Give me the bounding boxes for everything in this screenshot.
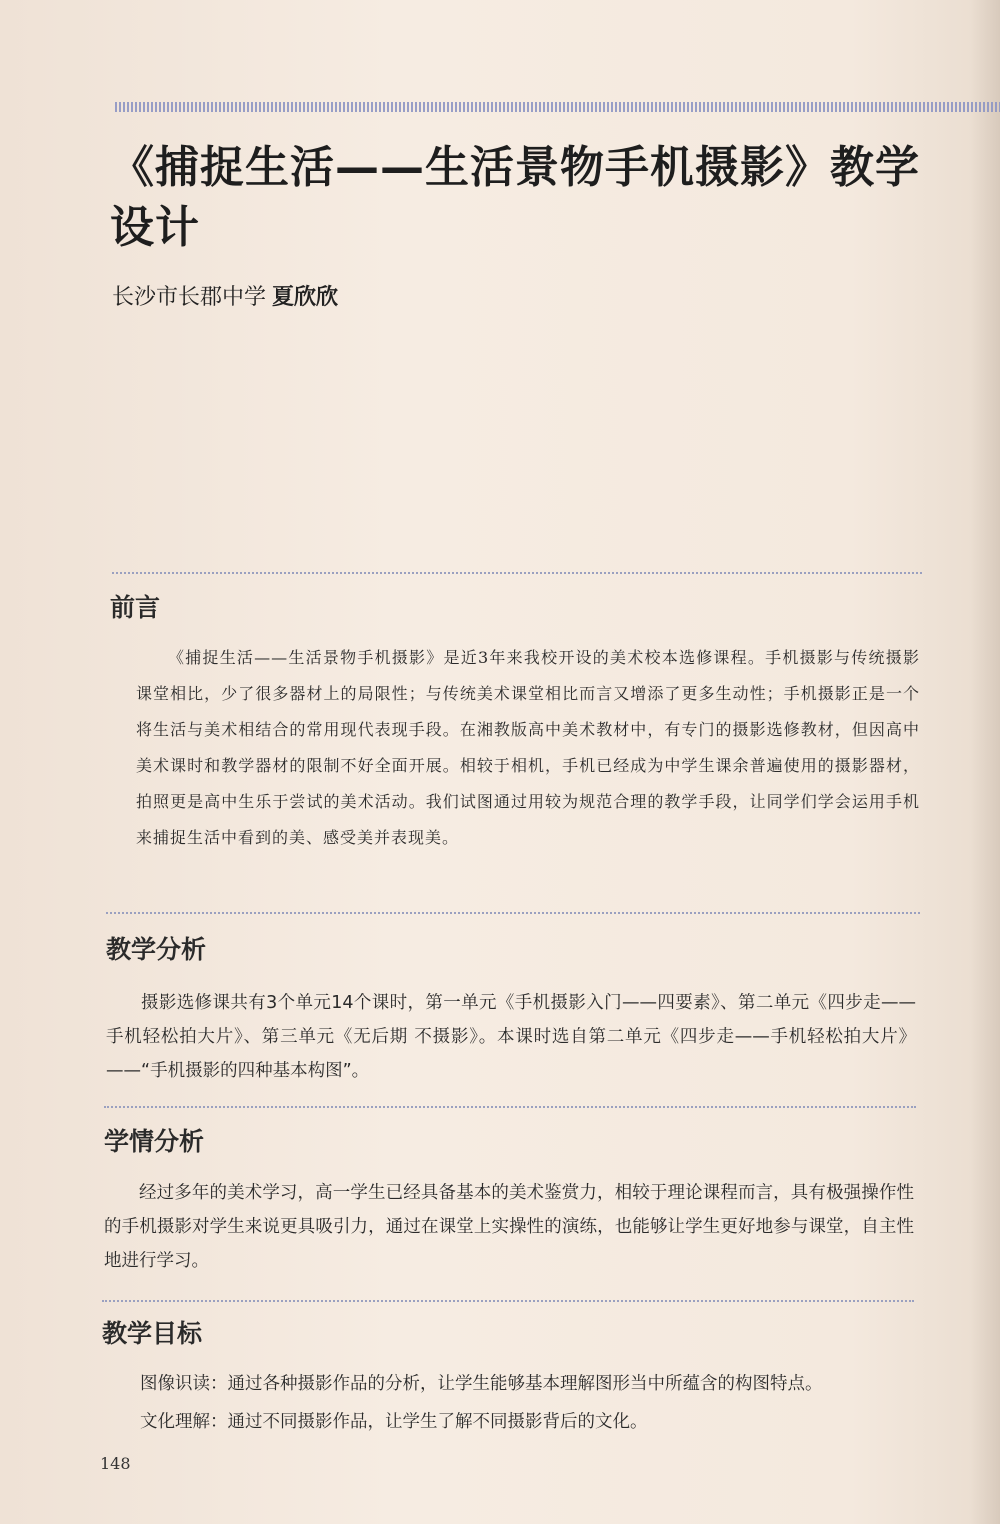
page-number: 148	[100, 1454, 131, 1473]
section-heading-student-analysis: 学情分析	[104, 1127, 205, 1156]
author-name: 夏欣欣	[272, 285, 339, 310]
section-heading-teaching-analysis: 教学分析	[106, 935, 207, 964]
byline	[112, 280, 338, 311]
preface-paragraph: 《捕捉生活——生活景物手机摄影》是近3年来我校开设的美术校本选修课程。手机摄影与传统摄影课堂相比，少了很多器材上的局限性；与传统美术课堂相比而言又增添了更多生动性；手机摄影正是一个将生活与美术相结合的常用现代表现手段。在湘教版高中美术教材中，有专门的摄影选修教材，但因高中美术课时和教学器材的限制不好全面开展。相较于相机，手机已经成为中学生课余普遍使用的摄影器材，拍照更是高中生乐于尝试的美术活动。我们试图通过用较为规范合理的教学手段，让同学们学会运用手机来捕捉生活中看到的美、感受美并表现美。	[136, 648, 920, 847]
student-analysis-paragraph: 经过多年的美术学习，高一学生已经具备基本的美术鉴赏力，相较于理论课程而言，具有极强操作性的手机摄影对学生来说更具吸引力，通过在课堂上实操性的演练，也能够让学生更好地参与课堂，自主性地进行学习。	[104, 1183, 914, 1271]
section-divider	[106, 912, 920, 914]
section-heading-preface: 前言	[110, 593, 161, 622]
section-divider	[102, 1300, 914, 1302]
goal-item-image-reading: 图像识读：通过各种摄影作品的分析，让学生能够基本理解图形当中所蕴含的构图特点。	[140, 1374, 823, 1394]
school-name: 长沙市长郡中学	[112, 285, 267, 310]
section-divider	[104, 1106, 916, 1108]
article-title: 《捕捉生活——生活景物手机摄影》教学设计	[110, 142, 920, 253]
page-spine-shadow	[970, 0, 1000, 1524]
header-dotted-rule	[115, 102, 1000, 112]
goal-item-cultural-understanding: 文化理解：通过不同摄影作品，让学生了解不同摄影背后的文化。	[140, 1412, 648, 1432]
teaching-analysis-paragraph: 摄影选修课共有3个单元14个课时，第一单元《手机摄影入门——四要素》、第二单元《四步走——手机轻松拍大片》、第三单元《无后期 不摄影》。本课时选自第二单元《四步走——手机轻松拍大片》——“手机摄影的四种基本构图”。	[106, 993, 916, 1081]
section-heading-teaching-goals: 教学目标	[102, 1319, 203, 1348]
section-divider	[112, 572, 922, 574]
